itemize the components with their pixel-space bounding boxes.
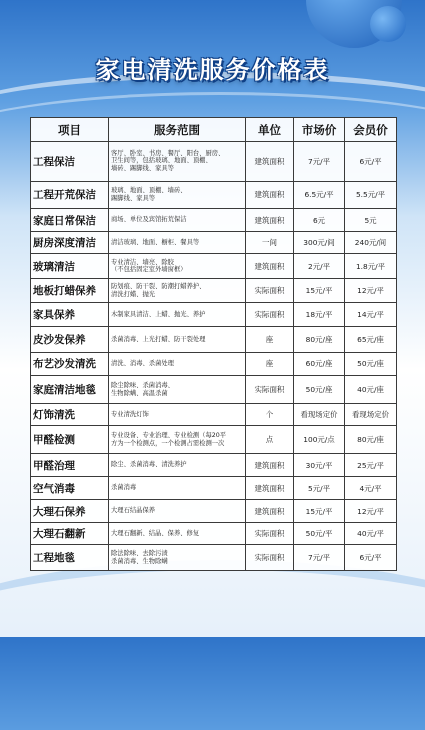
service-item: 甲醛治理 <box>31 454 109 476</box>
service-item: 家庭清洁地毯 <box>31 376 109 404</box>
market-price: 18元/平 <box>294 303 345 327</box>
service-unit: 建筑面积 <box>246 454 294 476</box>
table-row <box>31 426 397 454</box>
price-table-panel <box>30 117 396 571</box>
member-price: 6元/平 <box>345 545 397 571</box>
table-row <box>31 142 397 182</box>
service-scope-line: 专业设备、专业治理、专业检测（每20平 <box>111 432 227 440</box>
service-item: 地板打蜡保养 <box>31 278 109 303</box>
header-unit: 单位 <box>246 118 294 142</box>
service-scope-line: 除尘、杀菌消毒、清洗养护 <box>111 461 187 469</box>
market-price: 100元/点 <box>294 426 345 454</box>
service-scope-line: 大理石翻新、结晶、保养、修复 <box>111 529 200 537</box>
service-unit: 实际面积 <box>246 522 294 544</box>
decorative-bubble-small <box>370 6 406 42</box>
table-row <box>31 500 397 522</box>
service-scope <box>109 426 246 454</box>
service-unit: 实际面积 <box>246 303 294 327</box>
service-scope <box>109 278 246 303</box>
header-item: 项目 <box>31 118 109 142</box>
member-price: 40元/平 <box>345 522 397 544</box>
service-scope-line: 专业清洗灯饰 <box>111 410 149 418</box>
service-item: 大理石保养 <box>31 500 109 522</box>
service-unit: 建筑面积 <box>246 500 294 522</box>
service-scope-line: 除法除味、去除污渍 <box>111 550 168 557</box>
service-scope-line: 木制家具清洁、上蜡、抛光、养护 <box>111 310 206 318</box>
header-member-price: 会员价 <box>345 118 397 142</box>
market-price: 60元/座 <box>294 352 345 376</box>
service-scope <box>109 142 246 182</box>
table-row <box>31 376 397 404</box>
service-scope-line: 商场、单位及宾馆拓荒保洁 <box>111 216 187 224</box>
service-scope-line: 方为一个检测点，一个检测占需检测一次 <box>111 439 225 447</box>
service-scope <box>109 352 246 376</box>
service-item: 大理石翻新 <box>31 522 109 544</box>
page-title: 家电清洗服务价格表 <box>95 56 330 84</box>
service-scope-line: 墙砖、踢脚线、家具等 <box>111 165 174 173</box>
service-scope <box>109 454 246 476</box>
market-price: 80元/座 <box>294 327 345 353</box>
table-row <box>31 327 397 353</box>
service-scope-line: 除尘除味、杀菌消毒、 <box>111 382 174 390</box>
market-price: 2元/平 <box>294 254 345 279</box>
service-item: 工程开荒保洁 <box>31 181 109 209</box>
service-scope-line: 生物除螨、高温杀菌 <box>111 389 168 397</box>
member-price: 12元/平 <box>345 500 397 522</box>
service-scope <box>109 181 246 209</box>
service-scope <box>109 476 246 500</box>
service-unit: 建筑面积 <box>246 476 294 500</box>
service-unit: 实际面积 <box>246 278 294 303</box>
member-price: 4元/平 <box>345 476 397 500</box>
member-price: 1.8元/平 <box>345 254 397 279</box>
service-unit: 一间 <box>246 231 294 253</box>
service-scope <box>109 327 246 353</box>
service-item: 甲醛检测 <box>31 426 109 454</box>
service-scope-line: 玻璃、地面、顶棚、墙砖、 <box>111 187 187 195</box>
table-row <box>31 278 397 303</box>
member-price: 50元/座 <box>345 352 397 376</box>
service-scope-line: 清洗、消毒、杀菌处理 <box>111 360 174 368</box>
service-scope-line: 卫生间等，包括玻璃、地面、顶棚、 <box>111 157 212 165</box>
service-item: 空气消毒 <box>31 476 109 500</box>
service-item: 工程保洁 <box>31 142 109 182</box>
table-row <box>31 522 397 544</box>
member-price: 12元/平 <box>345 278 397 303</box>
service-scope-line: 专业清洁、墙亮、除胶 <box>111 258 174 266</box>
service-item: 皮沙发保养 <box>31 327 109 353</box>
service-scope-line: 大理石结晶保养 <box>111 507 156 515</box>
service-scope <box>109 500 246 522</box>
service-scope-line: 清洁玻璃、地面、橱柜、餐具等 <box>111 238 200 246</box>
service-unit: 实际面积 <box>246 376 294 404</box>
service-scope-line: 客厅、卧室、书房、餐厅、阳台、厨房、 <box>111 149 225 157</box>
market-price: 50元/平 <box>294 522 345 544</box>
member-price: 25元/平 <box>345 454 397 476</box>
service-scope-line: 杀菌消毒、上光打蜡、防干裂处理 <box>111 335 206 343</box>
service-scope-line: （不包括固定室外墙窗框） <box>111 266 187 274</box>
service-unit: 个 <box>246 404 294 426</box>
market-price: 7元/平 <box>294 545 345 571</box>
service-unit: 座 <box>246 327 294 353</box>
member-price: 80元/座 <box>345 426 397 454</box>
table-row <box>31 476 397 500</box>
service-item: 厨房深度清洁 <box>31 231 109 253</box>
service-scope <box>109 231 246 253</box>
service-item: 工程地毯 <box>31 545 109 571</box>
service-scope <box>109 376 246 404</box>
service-scope-line: 踢脚线、家具等 <box>111 194 156 202</box>
market-price: 15元/平 <box>294 278 345 303</box>
market-price: 看现场定价 <box>294 404 345 426</box>
price-table <box>30 117 397 571</box>
table-row <box>31 254 397 279</box>
market-price: 15元/平 <box>294 500 345 522</box>
service-scope-line: 清洗打蜡、抛光 <box>111 290 156 298</box>
service-unit: 建筑面积 <box>246 209 294 231</box>
market-price: 300元/间 <box>294 231 345 253</box>
service-item: 家具保养 <box>31 303 109 327</box>
service-unit: 建筑面积 <box>246 142 294 182</box>
market-price: 6.5元/平 <box>294 181 345 209</box>
member-price: 240元/间 <box>345 231 397 253</box>
service-unit: 建筑面积 <box>246 254 294 279</box>
service-scope <box>109 254 246 279</box>
service-unit: 建筑面积 <box>246 181 294 209</box>
member-price: 40元/座 <box>345 376 397 404</box>
table-row <box>31 545 397 571</box>
service-item: 灯饰清洗 <box>31 404 109 426</box>
member-price: 5元 <box>345 209 397 231</box>
service-scope-line: 杀菌消毒 <box>111 484 137 492</box>
table-row <box>31 404 397 426</box>
member-price: 65元/座 <box>345 327 397 353</box>
table-row <box>31 231 397 253</box>
service-scope-line: 杀菌消毒、生物除螨 <box>111 557 168 565</box>
member-price: 6元/平 <box>345 142 397 182</box>
table-body <box>31 142 397 571</box>
header-scope: 服务范围 <box>109 118 246 142</box>
service-scope <box>109 522 246 544</box>
service-item: 玻璃清洁 <box>31 254 109 279</box>
header-market-price: 市场价 <box>294 118 345 142</box>
table-row <box>31 209 397 231</box>
table-row <box>31 181 397 209</box>
service-item: 布艺沙发清洗 <box>31 352 109 376</box>
market-price: 50元/座 <box>294 376 345 404</box>
table-row <box>31 303 397 327</box>
table-row <box>31 352 397 376</box>
table-row <box>31 454 397 476</box>
service-unit: 点 <box>246 426 294 454</box>
service-scope-line: 防划痕、防干裂、防潮打蜡养护、 <box>111 283 206 291</box>
market-price: 6元 <box>294 209 345 231</box>
service-unit: 实际面积 <box>246 545 294 571</box>
service-scope <box>109 209 246 231</box>
market-price: 30元/平 <box>294 454 345 476</box>
service-scope <box>109 404 246 426</box>
market-price: 7元/平 <box>294 142 345 182</box>
service-scope <box>109 545 246 571</box>
decorative-bubble-large <box>306 0 402 48</box>
service-item: 家庭日常保洁 <box>31 209 109 231</box>
service-scope <box>109 303 246 327</box>
member-price: 5.5元/平 <box>345 181 397 209</box>
service-unit: 座 <box>246 352 294 376</box>
table-header-row <box>31 118 397 142</box>
market-price: 5元/平 <box>294 476 345 500</box>
member-price: 看现场定价 <box>345 404 397 426</box>
member-price: 14元/平 <box>345 303 397 327</box>
